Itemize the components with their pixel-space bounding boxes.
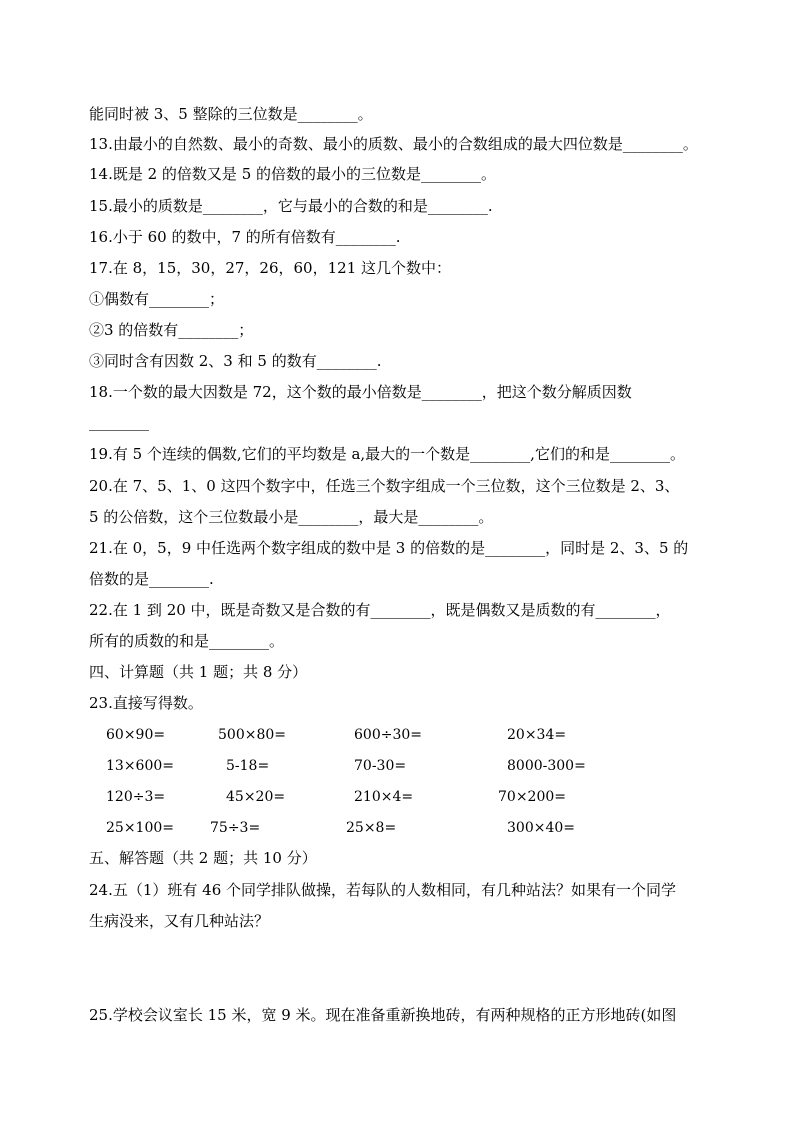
- section-5-heading: 五、解答题（共 2 题；共 10 分）: [89, 849, 317, 867]
- q17: 17.在 8，15，30，27，26，60，121 这几个数中：: [89, 259, 452, 277]
- q14: 14.既是 2 的倍数又是 5 的倍数的最小的三位数是________。: [89, 165, 497, 183]
- calc-item: 20×34=: [507, 727, 567, 743]
- calc-item: 25×100=: [106, 820, 174, 836]
- q17-part2: ②3 的倍数有________；: [89, 321, 254, 339]
- calc-item: 500×80=: [218, 727, 286, 743]
- q13: 13.由最小的自然数、最小的奇数、最小的质数、最小的合数组成的最大四位数是________。: [89, 135, 698, 153]
- q24-line1: 24.五（1）班有 46 个同学排队做操，若每队的人数相同，有几种站法？如果有一个同学: [89, 881, 677, 899]
- calc-item: 70×200=: [498, 789, 566, 805]
- calc-item: 25×8=: [346, 820, 397, 836]
- calc-item: 120÷3=: [106, 789, 166, 805]
- calc-item: 60×90=: [106, 727, 166, 743]
- q22-line2: 所有的质数的和是________。: [89, 632, 285, 650]
- section-4-heading: 四、计算题（共 1 题；共 8 分）: [89, 663, 308, 681]
- q20-line1: 20.在 7、5、1、0 这四个数字中，任选三个数字组成一个三位数，这个三位数是 2、3、: [89, 477, 680, 495]
- q21-line2: 倍数的是________.: [89, 570, 214, 588]
- calc-item: 13×600=: [106, 758, 174, 774]
- q23: 23.直接写得数。: [89, 694, 203, 712]
- calc-item: 70-30=: [354, 758, 407, 774]
- q24-line2: 生病没来，又有几种站法？: [89, 912, 270, 930]
- q21-line1: 21.在 0，5，9 中任选两个数字组成的数中是 3 的倍数的是________，同时是 2、3、5 的: [89, 539, 689, 557]
- q19: 19.有 5 个连续的偶数,它们的平均数是 a,最大的一个数是________,它们的和是________。: [89, 445, 685, 463]
- q16: 16.小于 60 的数中，7 的所有倍数有________.: [89, 228, 401, 246]
- q17-part1: ①偶数有________；: [89, 290, 225, 308]
- q18: 18.一个数的最大因数是 72，这个数的最小倍数是________，把这个数分解质因数: [89, 383, 632, 401]
- q12-continuation: 能同时被 3、5 整除的三位数是________。: [89, 105, 373, 123]
- calc-item: 8000-300=: [507, 758, 586, 774]
- q17-part3: ③同时含有因数 2、3 和 5 的数有________.: [89, 352, 382, 370]
- calc-item: 600÷30=: [354, 727, 422, 743]
- q15: 15.最小的质数是________，它与最小的合数的和是________.: [89, 197, 493, 215]
- calc-item: 210×4=: [354, 789, 414, 805]
- calc-item: 300×40=: [507, 820, 575, 836]
- q18-blank: ________: [89, 413, 149, 431]
- q25-line1: 25.学校会议室长 15 米，宽 9 米。现在准备重新换地砖，有两种规格的正方形地砖(如图: [89, 1006, 677, 1024]
- calc-item: 45×20=: [226, 789, 286, 805]
- calc-item: 5-18=: [226, 758, 270, 774]
- q20-line2: 5 的公倍数，这个三位数最小是________，最大是________。: [89, 508, 494, 526]
- q22-line1: 22.在 1 到 20 中，既是奇数又是合数的有________，既是偶数又是质数的有________，: [89, 601, 671, 619]
- calc-item: 75÷3=: [210, 820, 261, 836]
